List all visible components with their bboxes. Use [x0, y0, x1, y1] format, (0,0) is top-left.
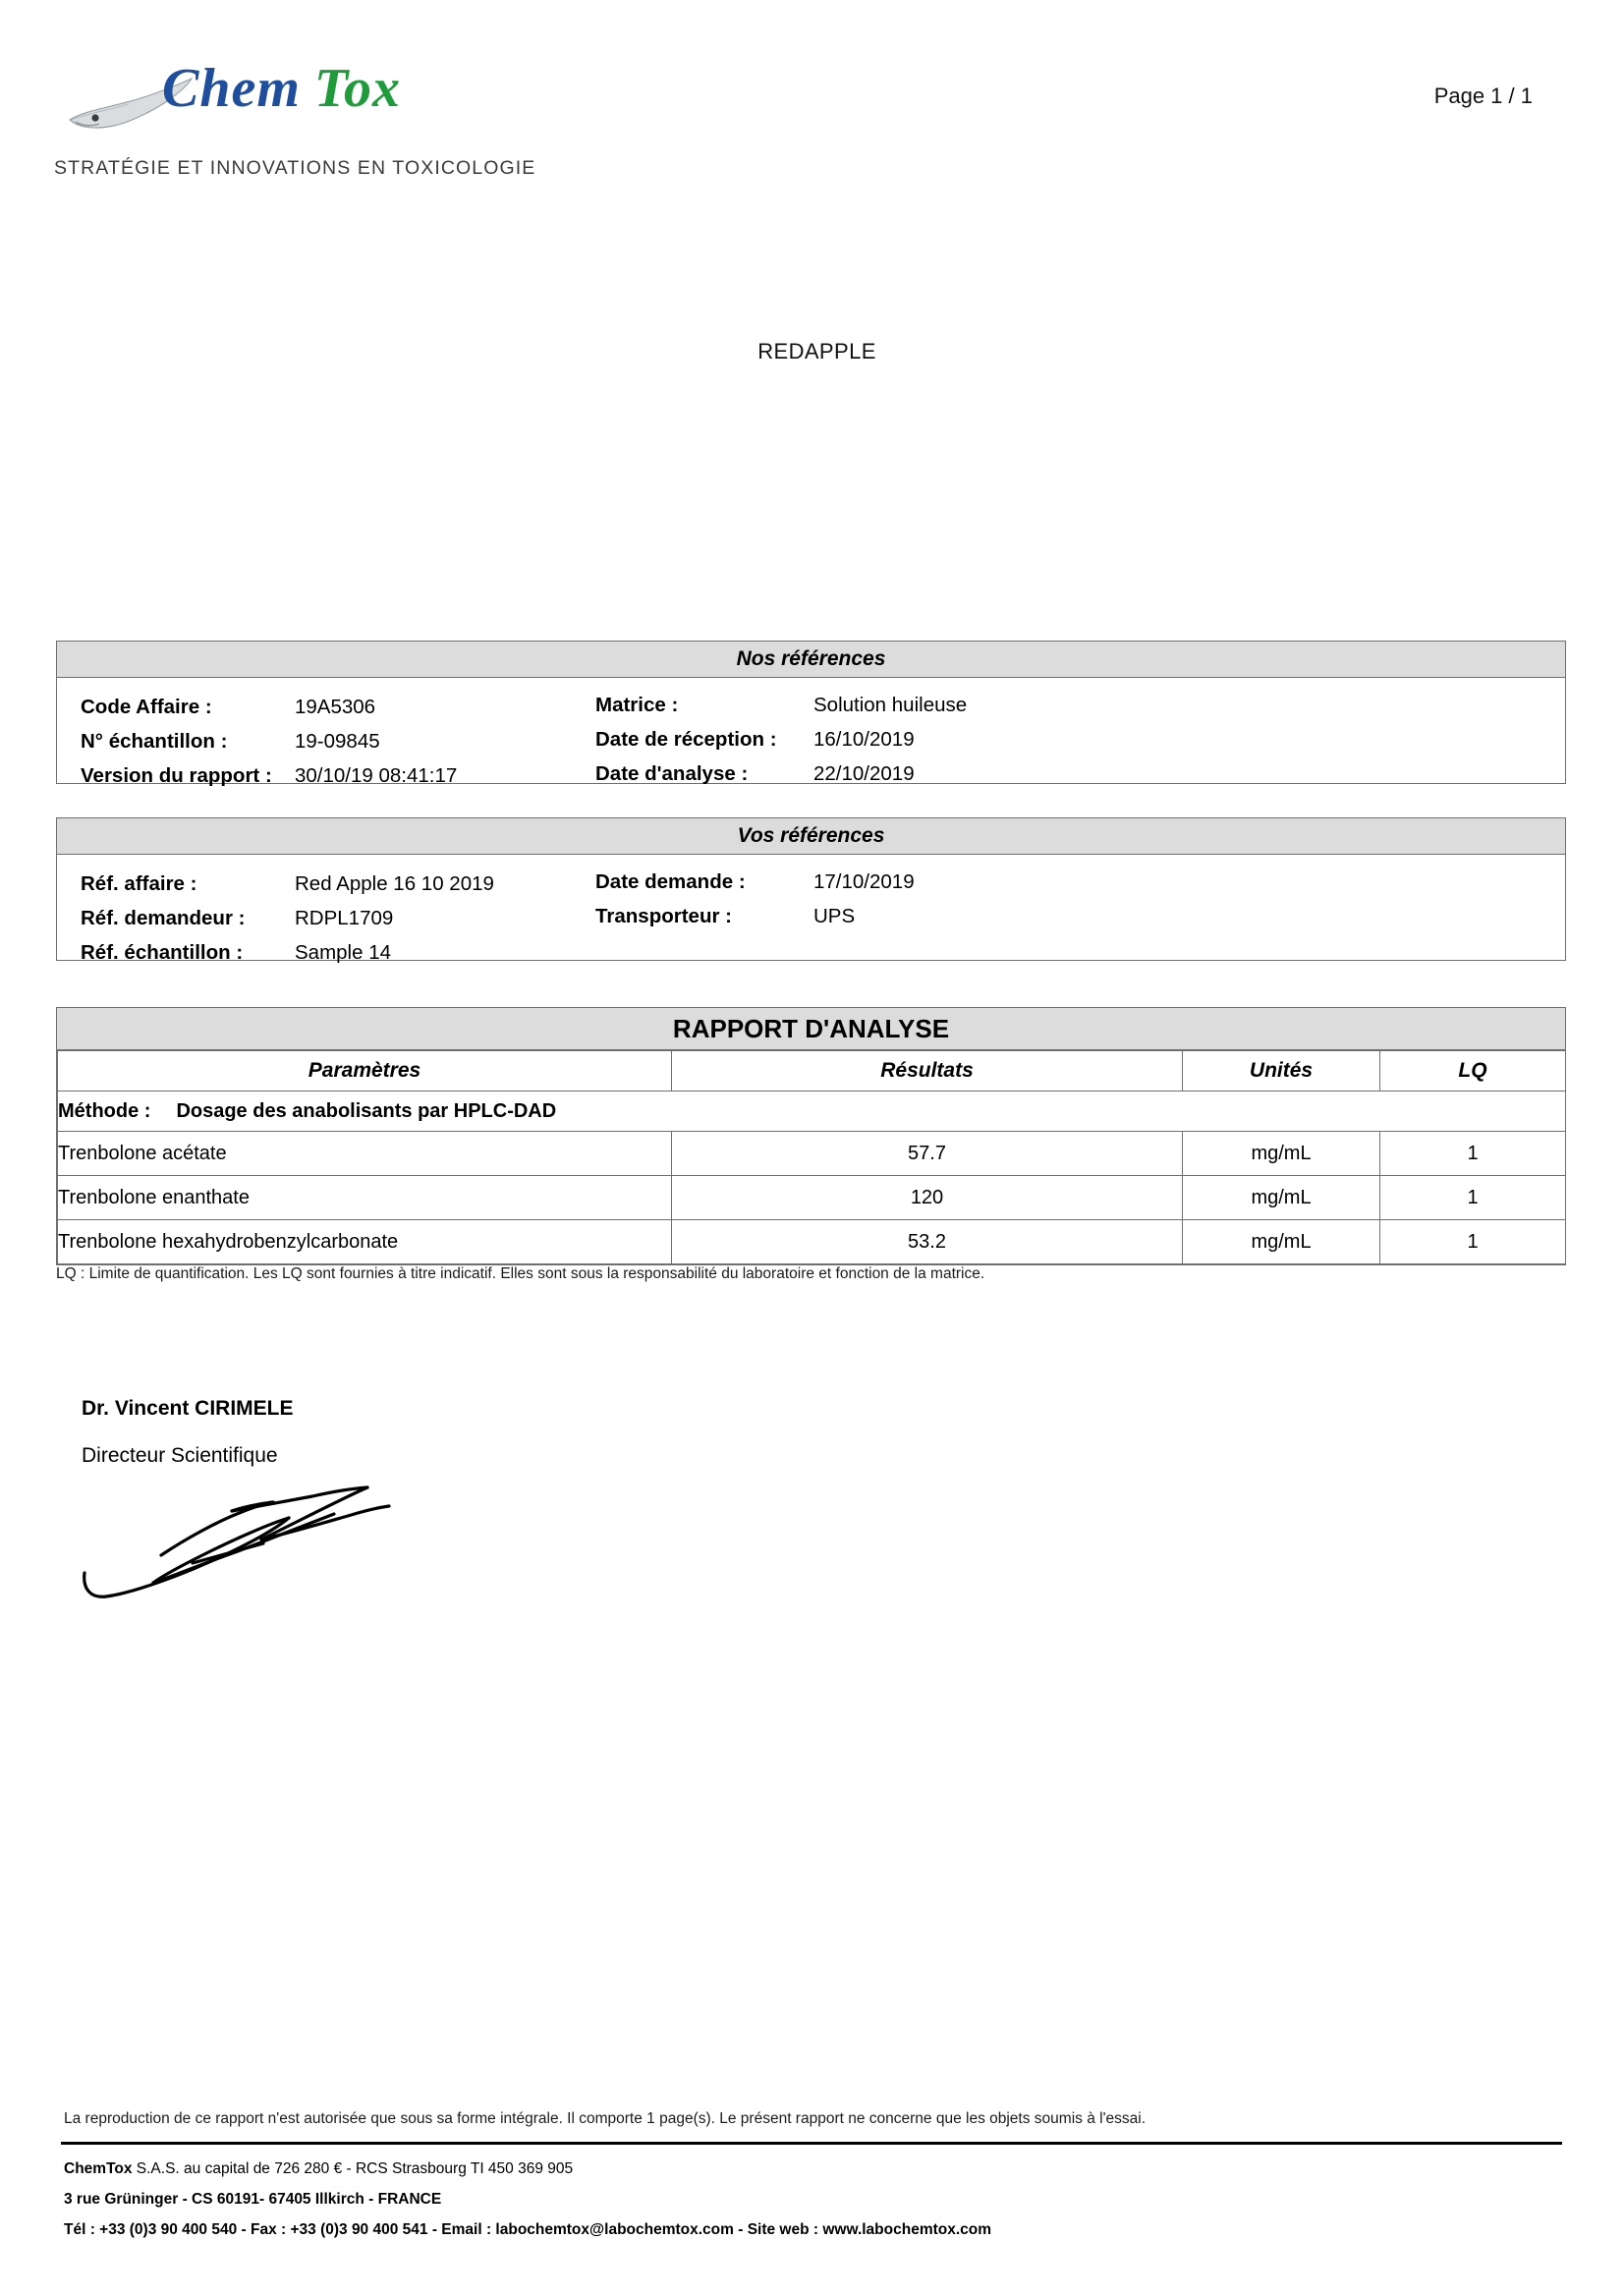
method-row [58, 1092, 1566, 1132]
table-row [58, 1220, 1566, 1264]
field-row [81, 758, 542, 793]
field-value: Red Apple 16 10 2019 [295, 872, 494, 895]
field-row [81, 690, 542, 724]
nos-references-body [57, 678, 1565, 819]
field-value: 19-09845 [295, 730, 380, 753]
footer-line-legal [64, 2154, 1538, 2184]
signature-image [77, 1479, 411, 1611]
vos-references-right-column [595, 865, 1224, 933]
footer-company-legal: S.A.S. au capital de 726 280 € - RCS Strasbourg TI 450 369 905 [132, 2160, 574, 2177]
field-label: Date demande : [595, 870, 746, 893]
field-label: Version du rapport : [81, 764, 272, 787]
logo-chem-text: Chem [162, 58, 301, 119]
footer-divider [61, 2142, 1562, 2145]
field-row [81, 724, 542, 758]
cell-resultat: 120 [672, 1176, 1183, 1220]
column-header-lq: LQ [1380, 1051, 1566, 1092]
nos-references-left-column [81, 690, 542, 793]
field-row [595, 688, 1224, 722]
cell-parametre: Trenbolone acétate [58, 1132, 672, 1176]
field-label: Réf. demandeur : [81, 907, 246, 929]
footer-line-contact: Tél : +33 (0)3 90 400 540 - Fax : +33 (0)3 90 400 541 - Email : labochemtox@labochemtox.com - Site web : www.labochemtox.com [64, 2221, 992, 2238]
field-value: UPS [813, 905, 856, 927]
rapport-analyse-title: RAPPORT D'ANALYSE [57, 1008, 1565, 1050]
field-value: 22/10/2019 [813, 762, 915, 785]
field-row [595, 756, 1224, 791]
field-label: Réf. échantillon : [81, 941, 244, 964]
cell-lq: 1 [1380, 1132, 1566, 1176]
cell-lq: 1 [1380, 1220, 1566, 1264]
field-value: Sample 14 [295, 941, 392, 964]
cell-parametre: Trenbolone hexahydrobenzylcarbonate [58, 1220, 672, 1264]
vos-references-title: Vos références [57, 818, 1565, 855]
field-value: 30/10/19 08:41:17 [295, 764, 458, 787]
field-value: 17/10/2019 [813, 870, 915, 893]
logo-tox-text: Tox [313, 58, 401, 119]
lq-footnote: LQ : Limite de quantification. Les LQ sont fournies à titre indicatif. Elles sont sous la responsabilité du laboratoire et fonction de la matrice. [56, 1265, 985, 1282]
field-label: Date de réception : [595, 728, 777, 751]
field-value: RDPL1709 [295, 907, 394, 929]
field-label: Transporteur : [595, 905, 732, 927]
nos-references-block [56, 641, 1566, 787]
field-row [595, 865, 1224, 899]
cell-unite: mg/mL [1183, 1220, 1380, 1264]
field-label: Matrice : [595, 694, 679, 716]
signatory-name: Dr. Vincent CIRIMELE [82, 1397, 294, 1420]
field-label: Réf. affaire : [81, 872, 197, 895]
nos-references-title: Nos références [57, 642, 1565, 678]
cell-lq: 1 [1380, 1176, 1566, 1220]
field-label: Date d'analyse : [595, 762, 749, 785]
footer-company-info [64, 2154, 1538, 2245]
method-label: Méthode : [58, 1099, 151, 1122]
vos-references-block [56, 817, 1566, 964]
cell-resultat: 57.7 [672, 1132, 1183, 1176]
method-value: Dosage des anabolisants par HPLC-DAD [176, 1099, 557, 1122]
logo-wordmark [162, 57, 401, 120]
footer-company-name: ChemTox [64, 2160, 133, 2177]
table-header-row [58, 1051, 1566, 1092]
nos-references-right-column [595, 688, 1224, 791]
table-row [58, 1176, 1566, 1220]
table-row [58, 1132, 1566, 1176]
field-row [595, 722, 1224, 756]
field-label: N° échantillon : [81, 730, 228, 753]
method-cell [58, 1092, 1566, 1132]
vos-references-body [57, 855, 1565, 996]
rapport-analyse-block [56, 1007, 1566, 1265]
page-number: Page 1 / 1 [1433, 84, 1533, 108]
company-logo [54, 47, 585, 195]
field-row [81, 901, 542, 935]
field-value: Solution huileuse [813, 694, 968, 716]
cell-parametre: Trenbolone enanthate [58, 1176, 672, 1220]
column-header-parametres: Paramètres [58, 1051, 672, 1092]
field-row [81, 867, 542, 901]
cell-resultat: 53.2 [672, 1220, 1183, 1264]
logo-tagline: STRATÉGIE ET INNOVATIONS EN TOXICOLOGIE [54, 157, 536, 179]
footer-legal-note: La reproduction de ce rapport n'est autorisée que sous sa forme intégrale. Il comporte 1 page(s). Le présent rapport ne concerne que les objets soumis à l'essai. [64, 2110, 1147, 2127]
field-row [595, 899, 1224, 933]
field-value: 16/10/2019 [813, 728, 915, 751]
column-header-resultats: Résultats [672, 1051, 1183, 1092]
rapport-analyse-table [57, 1050, 1566, 1264]
field-label: Code Affaire : [81, 696, 212, 718]
field-row [81, 935, 542, 970]
cell-unite: mg/mL [1183, 1132, 1380, 1176]
signatory-role: Directeur Scientifique [82, 1444, 278, 1467]
footer-line-address: 3 rue Grüninger - CS 60191- 67405 Illkirch - FRANCE [64, 2191, 442, 2208]
cell-unite: mg/mL [1183, 1176, 1380, 1220]
column-header-unites: Unités [1183, 1051, 1380, 1092]
field-value: 19A5306 [295, 696, 376, 718]
client-name: REDAPPLE [757, 339, 876, 364]
vos-references-left-column [81, 867, 542, 970]
